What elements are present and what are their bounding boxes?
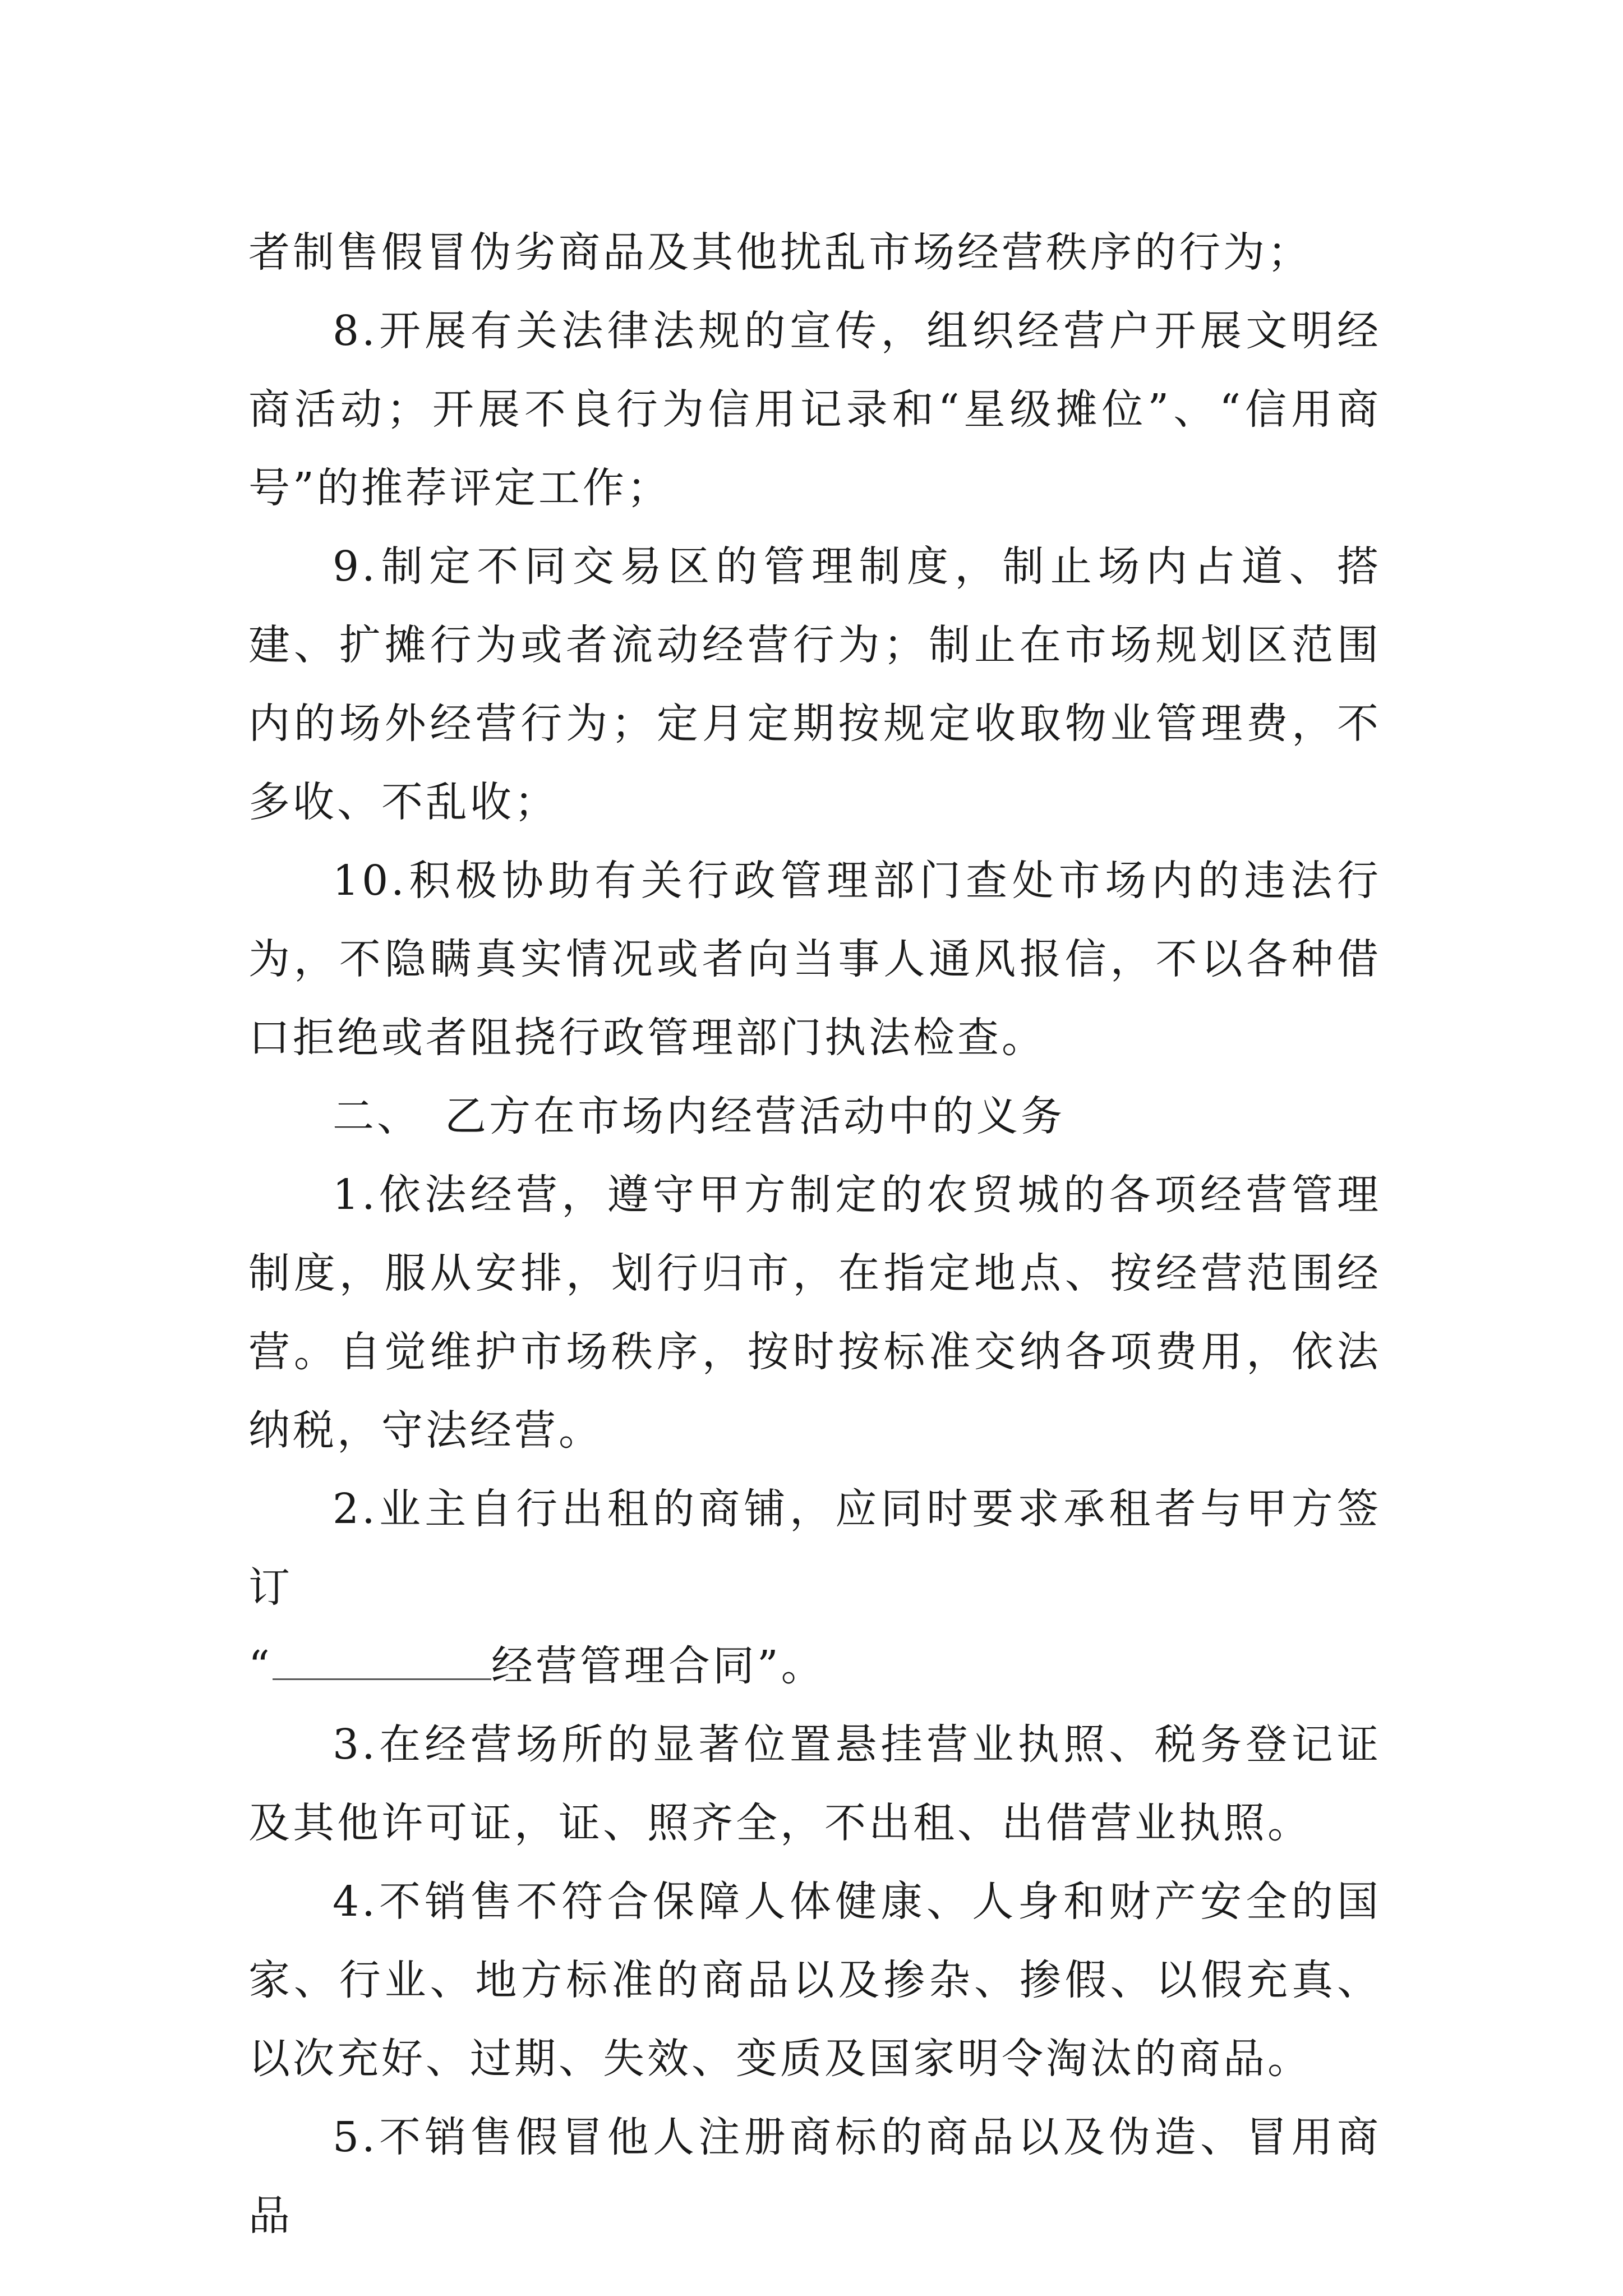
paragraph-obligation-3: 3.在经营场所的显著位置悬挂营业执照、税务登记证及其他许可证，证、照齐全，不出租、出借营业执照。: [248, 1720, 1381, 1847]
paragraph-item-8: 8.开展有关法律法规的宣传，组织经营户开展文明经商活动；开展不良行为信用记录和“星级摊位”、“信用商号”的推荐评定工作；: [248, 307, 1381, 512]
open-quote: “: [248, 1642, 273, 1690]
paragraph-obligation-4: 4.不销售不符合保障人体健康、人身和财产安全的国家、行业、地方标准的商品以及掺杂、掺假、以假充真、以次充好、过期、失效、变质及国家明令淘汰的商品。: [248, 1878, 1381, 2083]
paragraph-obligation-1: 1.依法经营，遵守甲方制定的农贸城的各项经营管理制度，服从安排，划行归市，在指定地点、按经营范围经营。自觉维护市场秩序，按时按标准交纳各项费用，依法纳税，守法经营。: [248, 1171, 1381, 1455]
section-heading-2: 二、 乙方在市场内经营活动中的义务: [333, 1092, 1065, 1140]
paragraph-item-10: 10.积极协助有关行政管理部门查处市场内的违法行为，不隐瞒真实情况或者向当事人通风报信，不以各种借口拒绝或者阻挠行政管理部门执法检查。: [248, 857, 1381, 1062]
paragraph-item-9: 9.制定不同交易区的管理制度，制止场内占道、搭建、扩摊行为或者流动经营行为；制止在市场规划区范围内的场外经营行为；定月定期按规定收取物业管理费，不多收、不乱收；: [248, 542, 1381, 826]
paragraph-continuation: 者制售假冒伪劣商品及其他扰乱市场经营秩序的行为；: [248, 228, 1312, 277]
paragraph-obligation-2: [248, 1470, 1381, 1705]
fill-in-blank: [273, 1645, 491, 1680]
obligation-2-text: 2.业主自行出租的商铺，应同时要求承租者与甲方签订: [248, 1485, 1381, 1612]
document-page: [248, 213, 1381, 2255]
contract-name-suffix: 经营管理合同”。: [491, 1642, 826, 1690]
paragraph-obligation-5: 5.不销售假冒他人注册商标的商品以及伪造、冒用商品: [248, 2113, 1381, 2240]
